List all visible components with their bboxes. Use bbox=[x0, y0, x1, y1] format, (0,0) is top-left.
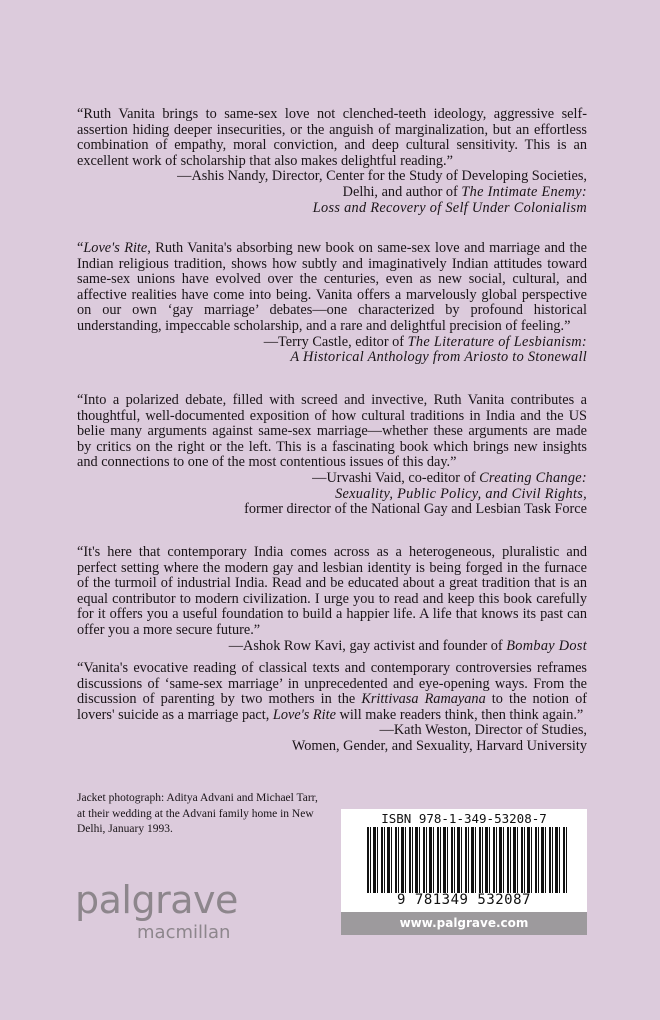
jacket-photo-caption: Jacket photograph: Aditya Advani and Michael Tarr, at their wedding at the Advani family home in New Delhi, January 1993. bbox=[77, 792, 318, 835]
blurb-quote-5 bbox=[77, 661, 587, 755]
blurb-quote-3 bbox=[77, 393, 587, 518]
quote-attribution: —Ashis Nandy, Director, Center for the Study of Developing Societies, Delhi, and author of The Intimate Enemy: Loss and Recovery of Self Under Colonialism bbox=[177, 168, 587, 216]
barcode-digits: 9 781349 532087 bbox=[397, 892, 531, 908]
blurb-quote-4 bbox=[77, 545, 587, 654]
quote-text: “Ruth Vanita brings to same-sex love not clenched-teeth ideology, aggressive self-assertion hiding deeper insecurities, or the anguish of marginalization, but an effortless combination of empathy, moral conviction, and deep cultural sensitivity. This is an excellent work of scholarship that also makes delightful reading.” bbox=[77, 106, 587, 169]
publisher-url: www.palgrave.com bbox=[341, 912, 587, 935]
isbn-text: ISBN 978-1-349-53208-7 bbox=[381, 811, 547, 826]
quote-text: “It's here that contemporary India comes across as a heterogeneous, pluralistic and perfect setting where the modern gay and lesbian identity is being forged in the furnace of the turmoil of industrial India. Read and be educated about a great tradition that is an equal contributor to modern civilization. I urge you to read and keep this book carefully for it offers you a useful foundation to build a happier life. A life that knows its past can offer you a more secure future.” bbox=[77, 544, 587, 638]
blurb-quote-1 bbox=[77, 107, 587, 216]
quote-attribution: —Ashok Row Kavi, gay activist and founder of Bombay Dost bbox=[228, 637, 587, 654]
quote-text: “Into a polarized debate, filled with screed and invective, Ruth Vanita contributes a thoughtful, well-documented exposition of how cultural traditions in India and the US belie many arguments against same-sex marriage—whether these arguments are made by critics on the right or the left. This is a fascinating book which brings new insights and connections to one of the most contentious issues of this day.” bbox=[77, 392, 587, 471]
quote-attribution: —Kath Weston, Director of Studies, Women, Gender, and Sexuality, Harvard University bbox=[291, 722, 587, 754]
publisher-logo bbox=[75, 878, 238, 943]
quote-attribution: —Urvashi Vaid, co-editor of Creating Change: Sexuality, Public Policy, and Civil Rights, former director of the National Gay and Lesbian Task Force bbox=[244, 469, 587, 518]
quote-text: “Vanita's evocative reading of classical texts and contemporary controversies reframes discussions of ‘same-sex marriage’ in unprecedented and eye-opening ways. From the discussion of parenting by two mothers in the Krittivasa Ramayana to the notion of lovers' suicide as a marriage pact, Love's Rite will make readers think, then think again.” bbox=[77, 660, 587, 723]
quote-text: “Love's Rite, Ruth Vanita's absorbing new book on same-sex love and marriage and the Indian religious tradition, shows how subtly and imaginatively Indian attitudes toward same-sex unions have evolved over the centuries, even as new social, cultural, and affective realities have come into being. Vanita offers a marvelously global perspective on our own ‘gay marriage’ debates—one characterized by profound historical understanding, impeccable scholarship, and a rare and delightful precision of feeling.” bbox=[77, 240, 587, 334]
isbn-barcode-box bbox=[341, 809, 587, 912]
quote-attribution: —Terry Castle, editor of The Literature of Lesbianism: A Historical Anthology from Ariosto to Stonewall bbox=[263, 333, 587, 366]
publisher-subname: macmillan bbox=[137, 922, 231, 943]
blurb-quote-2 bbox=[77, 241, 587, 366]
barcode-icon bbox=[367, 827, 567, 893]
publisher-name: palgrave bbox=[75, 878, 238, 922]
